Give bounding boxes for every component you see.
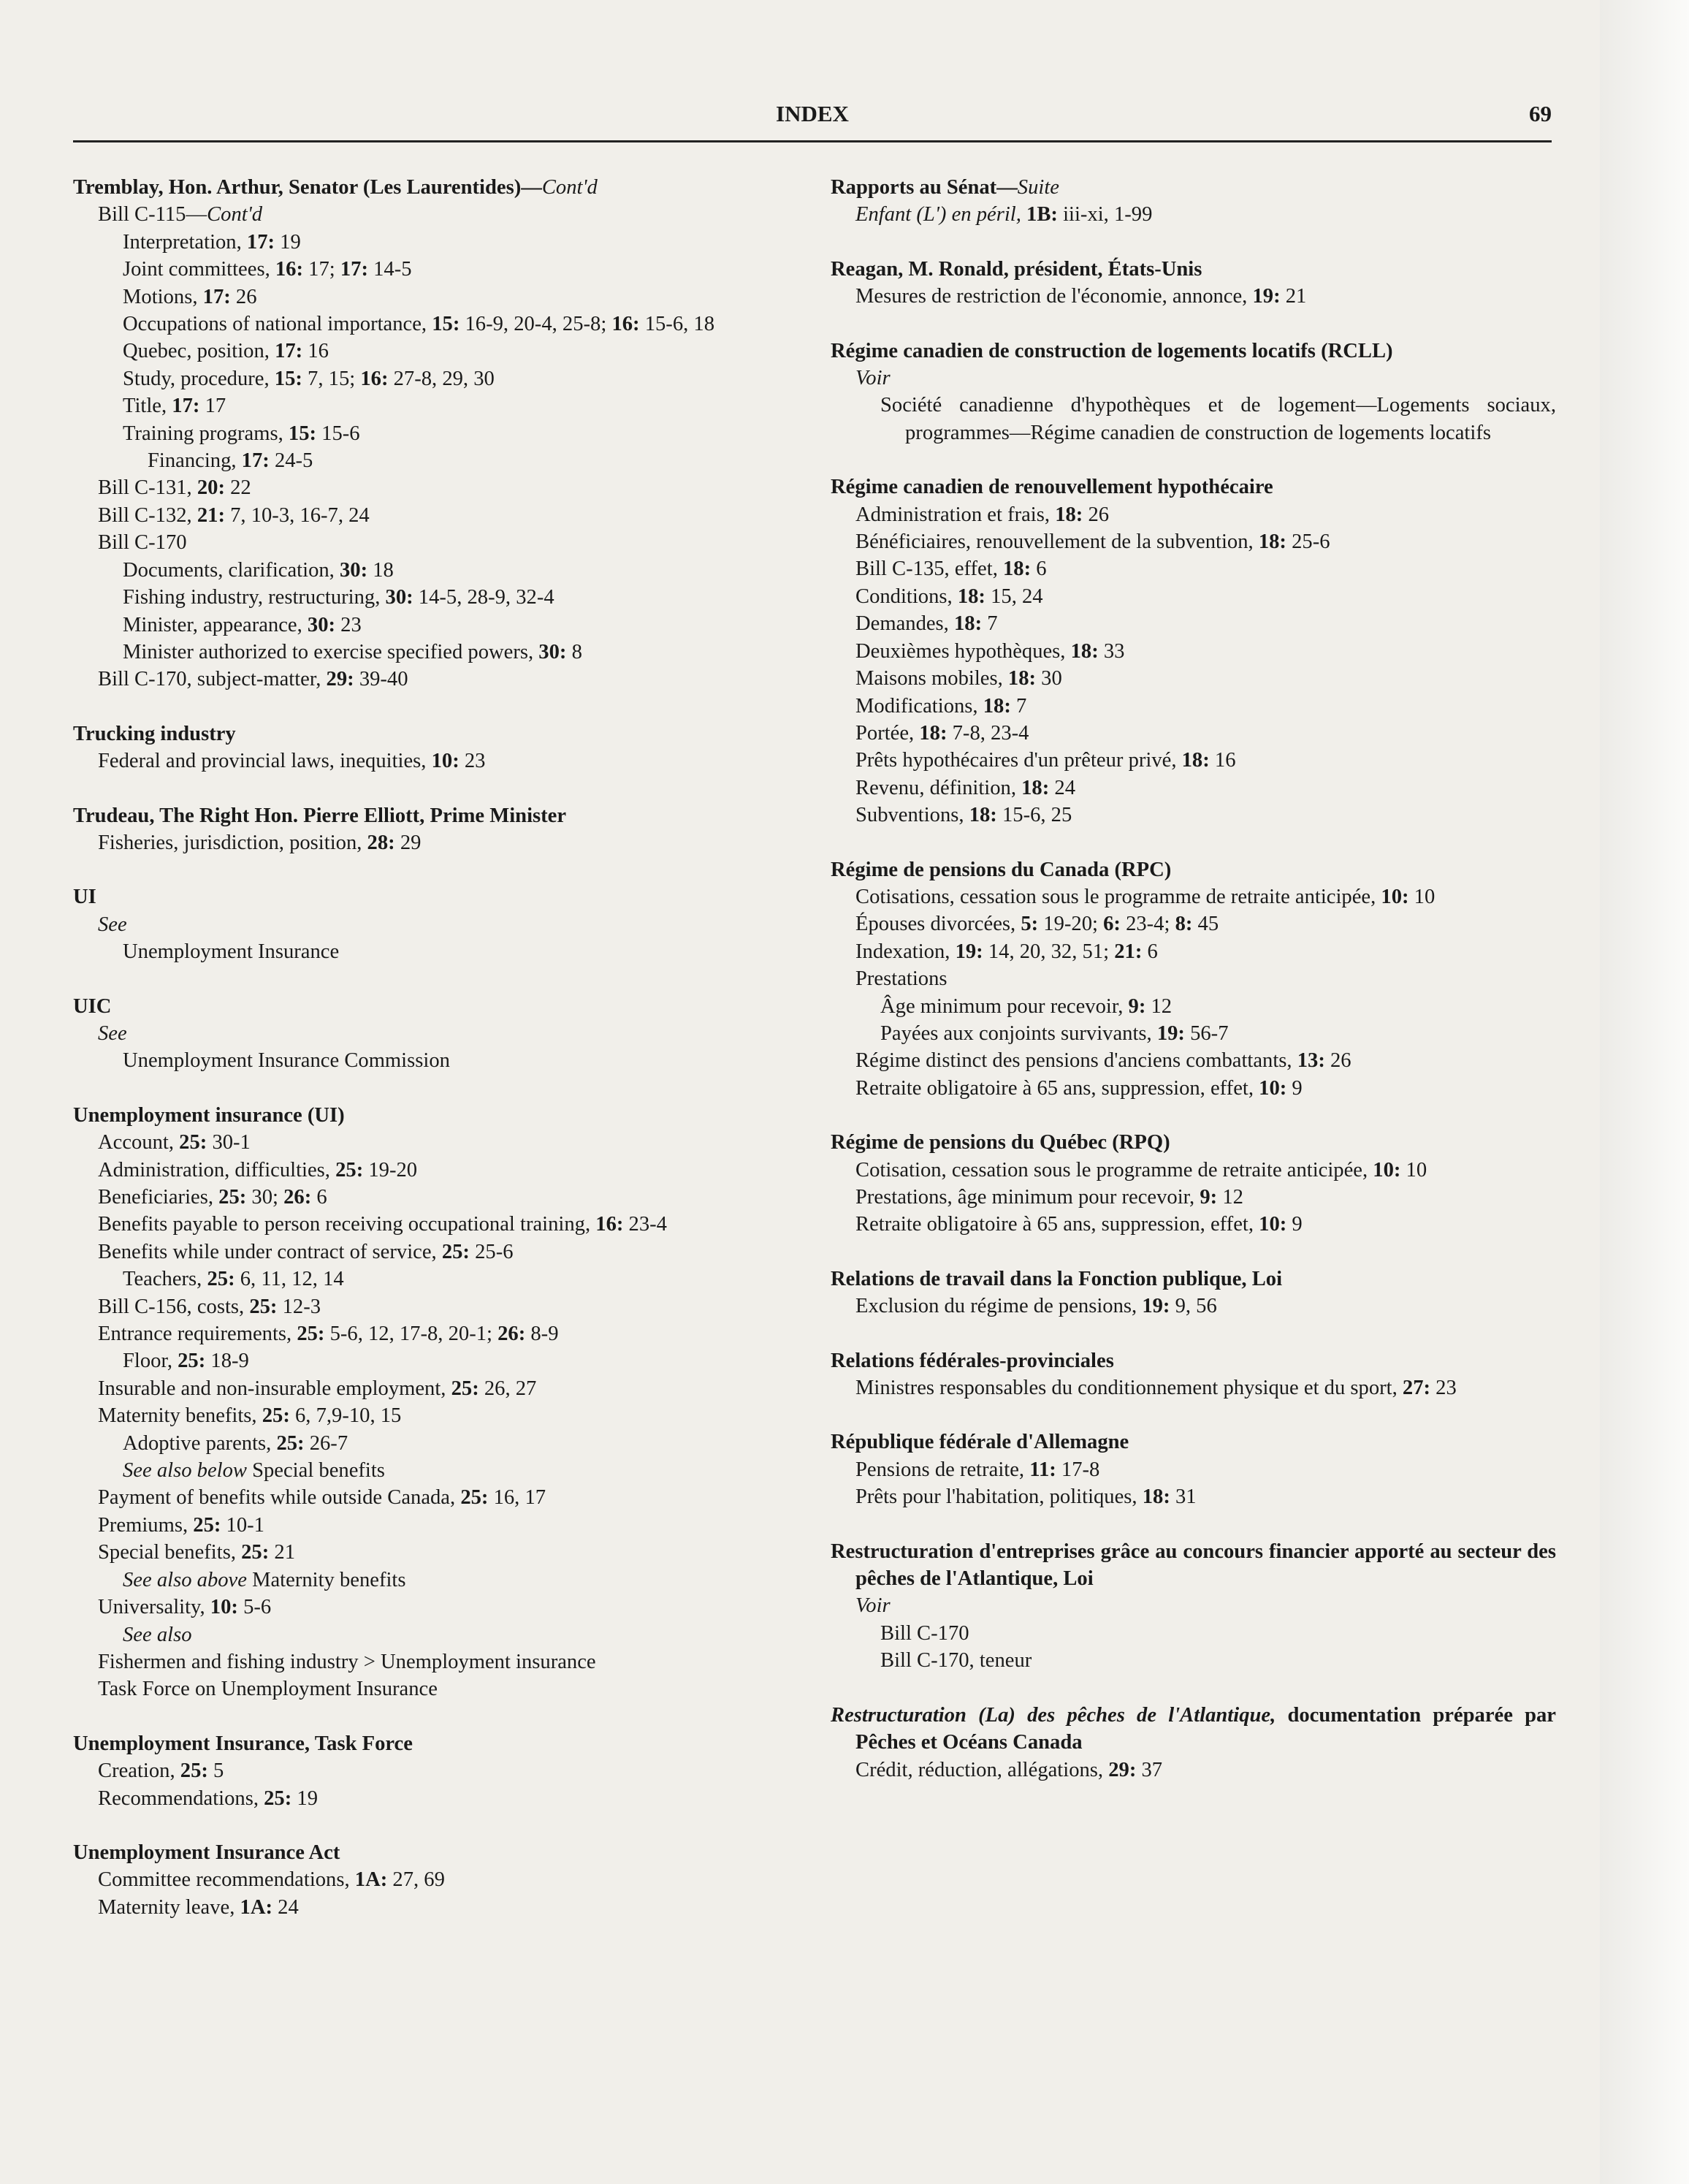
cross-reference: Unemployment Insurance (123, 940, 340, 964)
subentry: Régime distinct des pensions d'anciens combattants, 13: 26 (855, 1049, 1351, 1073)
subentry: Study, procedure, 15: 7, 15; 16: 27-8, 29, 30 (123, 367, 495, 390)
cross-reference: See also below Special benefits (123, 1459, 385, 1483)
subentry: Cotisation, cessation sous le programme de retraite anticipée, 10: 10 (855, 1158, 1427, 1182)
entry-heading: République fédérale d'Allemagne (831, 1431, 1129, 1454)
entry-heading: Régime canadien de renouvellement hypothécaire (831, 476, 1273, 499)
subentry: Mesures de restriction de l'économie, annonce, 19: 21 (855, 285, 1307, 308)
subentry: Bill C-170 (98, 531, 187, 555)
see-reference-label: See also (123, 1623, 192, 1646)
subentry: Administration, difficulties, 25: 19-20 (98, 1158, 418, 1182)
index-entry-trudeau (73, 802, 818, 857)
index-entry-task-force (73, 1730, 818, 1812)
subentry: Retraite obligatoire à 65 ans, suppression, effet, 10: 9 (855, 1076, 1303, 1100)
subentry: Premiums, 25: 10-1 (98, 1513, 264, 1537)
subentry: Maisons mobiles, 18: 30 (855, 667, 1062, 690)
subentry: Administration et frais, 18: 26 (855, 503, 1110, 526)
page-edge (1600, 0, 1689, 2184)
index-entry-relations-travail (831, 1266, 1556, 1320)
subentry: Minister, appearance, 30: 23 (123, 613, 362, 636)
subentry: Joint committees, 16: 17; 17: 14-5 (123, 258, 412, 281)
subentry: Quebec, position, 17: 16 (123, 340, 329, 363)
subentry: Fisheries, jurisdiction, position, 28: 29 (98, 831, 422, 854)
running-head (73, 101, 1552, 130)
index-entry-rapports (831, 174, 1556, 229)
subentry: Prêts hypothécaires d'un prêteur privé, 18: 16 (855, 749, 1236, 772)
index-entry-rpq (831, 1129, 1556, 1239)
entry-heading: Restructuration d'entreprises grâce au concours financier apporté au secteur des pêches de l'Atlantique, Loi (831, 1540, 1556, 1591)
subentry: Demandes, 18: 7 (855, 612, 998, 636)
entry-heading: Unemployment Insurance, Task Force (73, 1732, 413, 1755)
subentry: Bill C-170, subject-matter, 29: 39-40 (98, 668, 408, 691)
index-entry-restructuration-document (831, 1702, 1556, 1784)
entry-heading: Relations fédérales-provinciales (831, 1349, 1114, 1372)
subentry: Training programs, 15: 15-6 (123, 422, 360, 445)
subentry: Committee recommendations, 1A: 27, 69 (98, 1868, 445, 1892)
subentry: Creation, 25: 5 (98, 1759, 224, 1783)
subentry: Bill C-132, 21: 7, 10-3, 16-7, 24 (98, 503, 370, 527)
subentry: Motions, 17: 26 (123, 285, 257, 308)
entry-heading: Reagan, M. Ronald, président, États-Unis (831, 257, 1202, 281)
subentry: Title, 17: 17 (123, 395, 226, 418)
entry-heading: Rapports au Sénat—Suite (831, 176, 1059, 199)
entry-heading: Relations de travail dans la Fonction publique, Loi (831, 1267, 1283, 1290)
see-reference-label: See (98, 913, 127, 936)
subentry: Bill C-115—Cont'd (98, 203, 263, 227)
subentry: Cotisations, cessation sous le programme de retraite anticipée, 10: 10 (855, 885, 1436, 908)
subentry: Subventions, 18: 15-6, 25 (855, 804, 1072, 827)
entry-heading: Unemployment Insurance Act (73, 1841, 340, 1864)
subentry: Revenu, définition, 18: 24 (855, 776, 1075, 799)
subentry: Benefits payable to person receiving occupational training, 16: 23-4 (98, 1213, 667, 1236)
subentry: Prestations (855, 967, 948, 991)
subentry: Universality, 10: 5-6 (98, 1596, 272, 1619)
subentry: Maternity benefits, 25: 6, 7,9-10, 15 (98, 1404, 402, 1428)
index-entry-tremblay (73, 174, 818, 693)
index-entry-renouvellement-hypothecaire (831, 473, 1556, 829)
index-entry-relations-federales (831, 1347, 1556, 1402)
subentry: Crédit, réduction, allégations, 29: 37 (855, 1758, 1163, 1781)
entry-heading: UIC (73, 994, 112, 1018)
entry-heading: Régime de pensions du Canada (RPC) (831, 858, 1172, 881)
subentry: Pensions de retraite, 11: 17-8 (855, 1458, 1100, 1481)
subentry: Adoptive parents, 25: 26-7 (123, 1431, 348, 1455)
entry-heading: Trucking industry (73, 722, 236, 745)
subentry: Portée, 18: 7-8, 23-4 (855, 721, 1029, 745)
entry-heading: UI (73, 886, 96, 909)
subentry: Recommendations, 25: 19 (98, 1787, 318, 1810)
subentry: Maternity leave, 1A: 24 (98, 1895, 299, 1919)
cross-reference: Task Force on Unemployment Insurance (98, 1678, 438, 1701)
index-entry-reagan (831, 256, 1556, 311)
cross-reference: Bill C-170, teneur (880, 1649, 1032, 1673)
page-number: 69 (1529, 101, 1552, 126)
running-head-title: INDEX (776, 101, 849, 126)
subentry: Beneficiaries, 25: 30; 26: 6 (98, 1186, 327, 1209)
cross-reference: Fishermen and fishing industry > Unemployment insurance (98, 1650, 596, 1673)
index-entry-ui (73, 883, 818, 965)
entry-heading: Régime de pensions du Québec (RPQ) (831, 1131, 1170, 1154)
subentry: Federal and provincial laws, inequities, 10: 23 (98, 750, 486, 773)
subentry: Floor, 25: 18-9 (123, 1350, 249, 1373)
entry-heading: Unemployment insurance (UI) (73, 1103, 345, 1127)
subentry: Benefits while under contract of service, 25: 25-6 (98, 1240, 514, 1263)
subentry: Bill C-156, costs, 25: 12-3 (98, 1295, 321, 1318)
index-entry-ui-act (73, 1839, 818, 1921)
subentry: Entrance requirements, 25: 5-6, 12, 17-8, 20-1; 26: 8-9 (98, 1323, 559, 1346)
subentry: Enfant (L') en péril, 1B: iii-xi, 1-99 (855, 203, 1153, 227)
index-entry-allemagne (831, 1428, 1556, 1510)
cross-reference: Société canadienne d'hypothèques et de logement—Logements sociaux, programmes—Régime canadien de construction de logements locatifs (880, 394, 1556, 444)
entry-heading: Trudeau, The Right Hon. Pierre Elliott, Prime Minister (73, 804, 567, 827)
subentry: Teachers, 25: 6, 11, 12, 14 (123, 1268, 344, 1291)
index-column-left (73, 174, 818, 1948)
cross-reference: Bill C-170 (880, 1621, 969, 1645)
index-entry-rpc (831, 856, 1556, 1103)
subentry: Bill C-131, 20: 22 (98, 476, 251, 500)
subentry: Fishing industry, restructuring, 30: 14-5, 28-9, 32-4 (123, 586, 554, 609)
subentry: Bill C-135, effet, 18: 6 (855, 558, 1047, 581)
cross-reference: Unemployment Insurance Commission (123, 1049, 450, 1073)
entry-heading: Restructuration (La) des pêches de l'Atlantique, documentation préparée par Pêches et Océans Canada (831, 1703, 1556, 1754)
index-entry-trucking (73, 720, 818, 775)
entry-heading: Régime canadien de construction de logements locatifs (RCLL) (831, 339, 1393, 362)
index-entry-rcll (831, 338, 1556, 447)
see-reference-label: See (98, 1021, 127, 1045)
subentry: Indexation, 19: 14, 20, 32, 51; 21: 6 (855, 940, 1158, 963)
subentry: Exclusion du régime de pensions, 19: 9, 56 (855, 1295, 1217, 1318)
subentry: Modifications, 18: 7 (855, 694, 1027, 718)
subentry: Conditions, 18: 15, 24 (855, 585, 1043, 608)
subentry: Account, 25: 30-1 (98, 1131, 251, 1154)
entry-heading: Tremblay, Hon. Arthur, Senator (Les Laurentides)—Cont'd (73, 176, 598, 199)
subentry: Âge minimum pour recevoir, 9: 12 (880, 994, 1173, 1018)
subentry: Documents, clarification, 30: 18 (123, 558, 394, 582)
subentry: Retraite obligatoire à 65 ans, suppression, effet, 10: 9 (855, 1213, 1303, 1236)
subentry: Prêts pour l'habitation, politiques, 18: 31 (855, 1485, 1197, 1509)
subentry: Épouses divorcées, 5: 19-20; 6: 23-4; 8: 45 (855, 913, 1219, 936)
subentry: Insurable and non-insurable employment, 25: 26, 27 (98, 1377, 537, 1400)
see-reference-label: Voir (855, 1594, 891, 1618)
subentry: Payées aux conjoints survivants, 19: 56-7 (880, 1021, 1229, 1045)
cross-reference: See also above Maternity benefits (123, 1568, 406, 1591)
subentry: Deuxièmes hypothèques, 18: 33 (855, 639, 1125, 663)
subentry: Special benefits, 25: 21 (98, 1541, 295, 1564)
see-reference-label: Voir (855, 367, 891, 390)
subentry: Payment of benefits while outside Canada, 25: 16, 17 (98, 1486, 546, 1510)
subentry: Occupations of national importance, 15: 16-9, 20-4, 25-8; 16: 15-6, 18 (123, 313, 715, 336)
subentry: Bénéficiaires, renouvellement de la subvention, 18: 25-6 (855, 530, 1330, 554)
index-entry-uic (73, 993, 818, 1075)
index-entry-unemployment-insurance (73, 1102, 818, 1703)
index-entry-restructuration-loi (831, 1538, 1556, 1675)
subentry: Interpretation, 17: 19 (123, 230, 301, 254)
subentry: Ministres responsables du conditionnement physique et du sport, 27: 23 (855, 1377, 1457, 1400)
subentry: Prestations, âge minimum pour recevoir, 9: 12 (855, 1186, 1243, 1209)
subentry: Minister authorized to exercise specified powers, 30: 8 (123, 640, 582, 663)
header-rule (73, 140, 1552, 142)
index-column-right (831, 174, 1556, 1811)
subentry: Financing, 17: 24-5 (148, 449, 313, 473)
